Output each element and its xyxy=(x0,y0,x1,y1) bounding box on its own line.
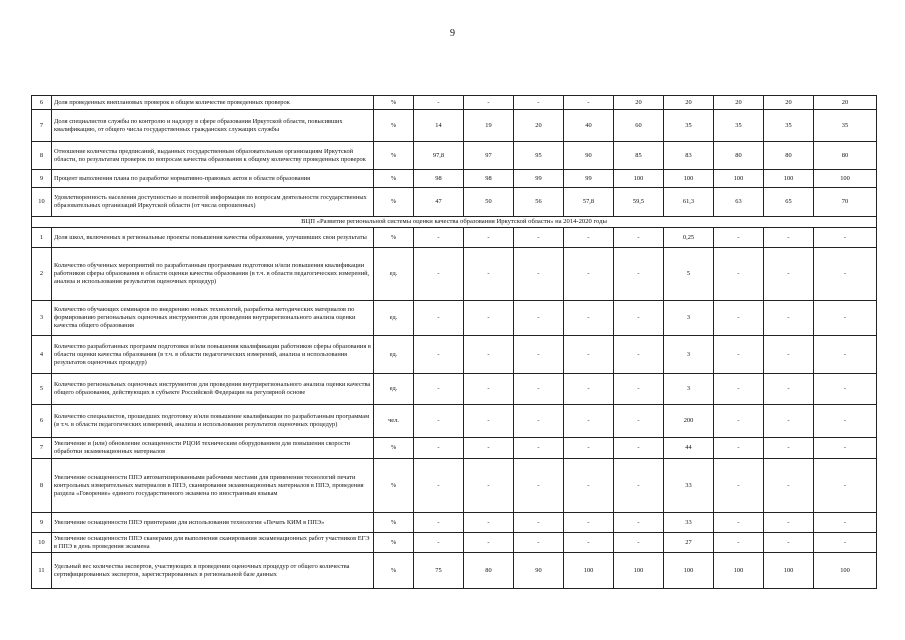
value-cell: 3 xyxy=(664,374,714,405)
value-cell: 5 xyxy=(664,248,714,301)
row-number: 10 xyxy=(32,533,52,553)
value-cell: - xyxy=(814,533,877,553)
value-cell: - xyxy=(464,96,514,110)
table-row xyxy=(32,228,877,248)
value-cell: - xyxy=(614,336,664,374)
unit-cell: % xyxy=(374,553,414,589)
indicator-description: Количество обученных мероприятий по разработанным программам подготовки и/или повышения квалификации работников сферы образования в области оценки качества образования (в т.ч. в области педагогических измерений, анализа и использования результатов оценочных процедур) xyxy=(52,248,374,301)
value-cell: 99 xyxy=(514,170,564,188)
indicator-description: Увеличение оснащенности ППЭ принтерами для использования технологии «Печать КИМ в ППЭ» xyxy=(52,513,374,533)
table-row xyxy=(32,96,877,110)
value-cell: - xyxy=(764,301,814,336)
value-cell: - xyxy=(464,374,514,405)
value-cell: 80 xyxy=(714,142,764,170)
value-cell: - xyxy=(814,336,877,374)
value-cell: - xyxy=(414,228,464,248)
value-cell: - xyxy=(464,248,514,301)
value-cell: 90 xyxy=(564,142,614,170)
value-cell: - xyxy=(714,438,764,459)
value-cell: - xyxy=(764,248,814,301)
row-number: 2 xyxy=(32,248,52,301)
value-cell: 56 xyxy=(514,188,564,217)
value-cell: - xyxy=(464,513,514,533)
value-cell: - xyxy=(714,533,764,553)
value-cell: - xyxy=(564,228,614,248)
value-cell: - xyxy=(464,459,514,513)
value-cell: 60 xyxy=(614,110,664,142)
value-cell: - xyxy=(464,533,514,553)
value-cell: - xyxy=(414,248,464,301)
value-cell: 100 xyxy=(614,170,664,188)
value-cell: - xyxy=(764,513,814,533)
value-cell: - xyxy=(714,228,764,248)
value-cell: 59,5 xyxy=(614,188,664,217)
value-cell: 33 xyxy=(664,459,714,513)
value-cell: 95 xyxy=(514,142,564,170)
value-cell: - xyxy=(814,459,877,513)
row-number: 7 xyxy=(32,438,52,459)
row-number: 9 xyxy=(32,170,52,188)
row-number: 10 xyxy=(32,188,52,217)
value-cell: 33 xyxy=(664,513,714,533)
table-row xyxy=(32,553,877,589)
value-cell: - xyxy=(514,248,564,301)
value-cell: 97 xyxy=(464,142,514,170)
value-cell: 65 xyxy=(764,188,814,217)
value-cell: 35 xyxy=(814,110,877,142)
unit-cell: ед. xyxy=(374,248,414,301)
value-cell: 100 xyxy=(764,553,814,589)
value-cell: 80 xyxy=(764,142,814,170)
value-cell: 85 xyxy=(614,142,664,170)
value-cell: - xyxy=(614,533,664,553)
unit-cell: % xyxy=(374,142,414,170)
value-cell: 100 xyxy=(764,170,814,188)
unit-cell: % xyxy=(374,533,414,553)
value-cell: - xyxy=(764,336,814,374)
value-cell: 75 xyxy=(414,553,464,589)
indicator-description: Отношение количества предписаний, выданных государственным образовательным организациям Иркутской области, по результатам проверок по вопросам качества образования к общему количеству проведенных проверок xyxy=(52,142,374,170)
value-cell: 80 xyxy=(814,142,877,170)
indicators-table xyxy=(31,95,877,589)
value-cell: - xyxy=(714,248,764,301)
value-cell: - xyxy=(514,336,564,374)
value-cell: 3 xyxy=(664,336,714,374)
value-cell: 70 xyxy=(814,188,877,217)
table-row xyxy=(32,374,877,405)
row-number: 7 xyxy=(32,110,52,142)
value-cell: 20 xyxy=(514,110,564,142)
value-cell: 20 xyxy=(814,96,877,110)
unit-cell: % xyxy=(374,459,414,513)
value-cell: - xyxy=(414,438,464,459)
value-cell: - xyxy=(714,459,764,513)
value-cell: - xyxy=(614,248,664,301)
value-cell: - xyxy=(714,336,764,374)
value-cell: - xyxy=(414,533,464,553)
table-row xyxy=(32,405,877,438)
indicator-description: Увеличение и (или) обновление оснащенности РЦОИ техническим оборудованием для повышения скорости обработки экзаменационных материалов xyxy=(52,438,374,459)
value-cell: - xyxy=(814,374,877,405)
value-cell: 98 xyxy=(414,170,464,188)
row-number: 1 xyxy=(32,228,52,248)
value-cell: - xyxy=(514,301,564,336)
value-cell: - xyxy=(414,405,464,438)
value-cell: - xyxy=(564,301,614,336)
value-cell: - xyxy=(464,438,514,459)
value-cell: 99 xyxy=(564,170,614,188)
indicator-description: Доля школ, включенных в региональные проекты повышения качества образования, улучшивших свои результаты xyxy=(52,228,374,248)
value-cell: 19 xyxy=(464,110,514,142)
value-cell: - xyxy=(614,228,664,248)
value-cell: - xyxy=(614,513,664,533)
value-cell: - xyxy=(614,301,664,336)
indicator-description: Количество региональных оценочных инструментов для проведения внутрирегионального анализа оценки качества общего образования, действующих в субъекте Российской Федерации на регулярной основе xyxy=(52,374,374,405)
indicator-description: Количество специалистов, прошедших подготовку и/или повышение квалификации по разработанным программам (в т.ч. в области педагогических измерений, анализа и использования результатов оценочных процедур) xyxy=(52,405,374,438)
value-cell: - xyxy=(764,533,814,553)
value-cell: - xyxy=(464,336,514,374)
value-cell: 20 xyxy=(664,96,714,110)
value-cell: - xyxy=(814,228,877,248)
value-cell: 14 xyxy=(414,110,464,142)
value-cell: - xyxy=(614,438,664,459)
value-cell: - xyxy=(814,301,877,336)
row-number: 8 xyxy=(32,459,52,513)
row-number: 5 xyxy=(32,374,52,405)
value-cell: 200 xyxy=(664,405,714,438)
table-row xyxy=(32,142,877,170)
value-cell: 20 xyxy=(764,96,814,110)
value-cell: - xyxy=(514,533,564,553)
value-cell: - xyxy=(614,405,664,438)
value-cell: - xyxy=(514,374,564,405)
value-cell: - xyxy=(514,513,564,533)
value-cell: 57,8 xyxy=(564,188,614,217)
value-cell: - xyxy=(564,405,614,438)
value-cell: 20 xyxy=(614,96,664,110)
unit-cell: % xyxy=(374,438,414,459)
indicator-description: Увеличение оснащенности ППЭ автоматизированными рабочими местами для применения технологий печати контрольных измерительных материалов в ППЭ, сканирования экзаменационных материалов в ППЭ, проведения раздела «Говорение» единого государственного экзамена по иностранным языкам xyxy=(52,459,374,513)
indicator-description: Количество разработанных программ подготовки и/или повышения квалификации работников сферы образования в области оценки качества образования (в т.ч. в области педагогических измерений, анализа и использования результатов оценочных процедур) xyxy=(52,336,374,374)
value-cell: - xyxy=(414,96,464,110)
value-cell: 100 xyxy=(814,553,877,589)
value-cell: - xyxy=(414,513,464,533)
value-cell: - xyxy=(514,438,564,459)
page-number: 9 xyxy=(450,28,455,39)
value-cell: - xyxy=(414,336,464,374)
value-cell: - xyxy=(614,374,664,405)
table-body-top xyxy=(32,96,877,217)
value-cell: - xyxy=(764,459,814,513)
table-row xyxy=(32,301,877,336)
unit-cell: % xyxy=(374,110,414,142)
value-cell: - xyxy=(514,228,564,248)
value-cell: - xyxy=(814,405,877,438)
row-number: 11 xyxy=(32,553,52,589)
indicator-description: Удельный вес количества экспертов, участвующих в проведении оценочных процедур от общего количества сертифицированных экспертов, зарегистрированных в региональной базе данных xyxy=(52,553,374,589)
value-cell: - xyxy=(564,459,614,513)
value-cell: 35 xyxy=(714,110,764,142)
indicator-description: Доля проведенных внеплановых проверок в общем количестве проведенных проверок xyxy=(52,96,374,110)
unit-cell: % xyxy=(374,170,414,188)
row-number: 4 xyxy=(32,336,52,374)
value-cell: 50 xyxy=(464,188,514,217)
value-cell: 40 xyxy=(564,110,614,142)
value-cell: - xyxy=(514,405,564,438)
row-number: 6 xyxy=(32,405,52,438)
value-cell: - xyxy=(814,438,877,459)
value-cell: - xyxy=(564,513,614,533)
value-cell: - xyxy=(714,405,764,438)
table-section xyxy=(32,217,877,228)
value-cell: - xyxy=(464,405,514,438)
value-cell: 90 xyxy=(514,553,564,589)
value-cell: 61,3 xyxy=(664,188,714,217)
value-cell: 100 xyxy=(564,553,614,589)
value-cell: - xyxy=(714,301,764,336)
value-cell: 100 xyxy=(814,170,877,188)
indicator-description: Количество обучающих семинаров по внедрению новых технологий, разработка методических материалов по формированию региональных оценочных инструментов для проведения внутрирегионального анализа оценки качества общего образования xyxy=(52,301,374,336)
value-cell: - xyxy=(464,228,514,248)
table-row xyxy=(32,336,877,374)
value-cell: - xyxy=(414,459,464,513)
value-cell: - xyxy=(414,301,464,336)
value-cell: - xyxy=(764,405,814,438)
value-cell: - xyxy=(764,228,814,248)
value-cell: 0,25 xyxy=(664,228,714,248)
table-row xyxy=(32,459,877,513)
unit-cell: ед. xyxy=(374,301,414,336)
value-cell: - xyxy=(514,459,564,513)
value-cell: - xyxy=(714,513,764,533)
value-cell: 3 xyxy=(664,301,714,336)
unit-cell: % xyxy=(374,513,414,533)
value-cell: 35 xyxy=(664,110,714,142)
value-cell: - xyxy=(714,374,764,405)
unit-cell: % xyxy=(374,188,414,217)
value-cell: 100 xyxy=(714,553,764,589)
value-cell: - xyxy=(564,533,614,553)
value-cell: 98 xyxy=(464,170,514,188)
value-cell: 27 xyxy=(664,533,714,553)
unit-cell: чел. xyxy=(374,405,414,438)
value-cell: - xyxy=(414,374,464,405)
value-cell: - xyxy=(814,248,877,301)
section-header-row xyxy=(32,217,877,228)
value-cell: 100 xyxy=(614,553,664,589)
value-cell: 100 xyxy=(714,170,764,188)
indicator-description: Удовлетворенность населения доступностью и полнотой информации по вопросам деятельности государственных образовательных организаций Иркутской области (от числа опрошенных) xyxy=(52,188,374,217)
table-row xyxy=(32,188,877,217)
value-cell: 100 xyxy=(664,553,714,589)
table-row xyxy=(32,248,877,301)
value-cell: 63 xyxy=(714,188,764,217)
row-number: 8 xyxy=(32,142,52,170)
value-cell: - xyxy=(564,438,614,459)
row-number: 9 xyxy=(32,513,52,533)
value-cell: 100 xyxy=(664,170,714,188)
value-cell: - xyxy=(464,301,514,336)
value-cell: - xyxy=(564,374,614,405)
indicator-description: Увеличение оснащенности ППЭ сканерами для выполнения сканирования экзаменационных работ участников ЕГЭ в ППЭ в день проведения экзамена xyxy=(52,533,374,553)
value-cell: 97,8 xyxy=(414,142,464,170)
value-cell: - xyxy=(564,336,614,374)
table-row xyxy=(32,170,877,188)
row-number: 3 xyxy=(32,301,52,336)
value-cell: - xyxy=(564,248,614,301)
value-cell: 83 xyxy=(664,142,714,170)
row-number: 6 xyxy=(32,96,52,110)
table-row xyxy=(32,533,877,553)
value-cell: - xyxy=(764,374,814,405)
value-cell: - xyxy=(514,96,564,110)
value-cell: 44 xyxy=(664,438,714,459)
value-cell: - xyxy=(614,459,664,513)
table-body-bottom xyxy=(32,228,877,589)
table-row xyxy=(32,438,877,459)
unit-cell: % xyxy=(374,96,414,110)
value-cell: - xyxy=(814,513,877,533)
value-cell: 20 xyxy=(714,96,764,110)
value-cell: - xyxy=(764,438,814,459)
value-cell: 35 xyxy=(764,110,814,142)
value-cell: 47 xyxy=(414,188,464,217)
table-row xyxy=(32,110,877,142)
unit-cell: % xyxy=(374,228,414,248)
section-title: ВЦП «Развитие региональной системы оценки качества образования Иркутской области» на 2014-2020 годы xyxy=(32,217,877,228)
unit-cell: ед. xyxy=(374,374,414,405)
indicator-description: Доля специалистов службы по контролю и надзору в сфере образования Иркутской области, повысивших квалификацию, от общего числа государственных гражданских служащих службы xyxy=(52,110,374,142)
value-cell: 80 xyxy=(464,553,514,589)
value-cell: - xyxy=(564,96,614,110)
table-row xyxy=(32,513,877,533)
indicator-description: Процент выполнения плана по разработке нормативно-правовых актов в области образования xyxy=(52,170,374,188)
unit-cell: ед. xyxy=(374,336,414,374)
